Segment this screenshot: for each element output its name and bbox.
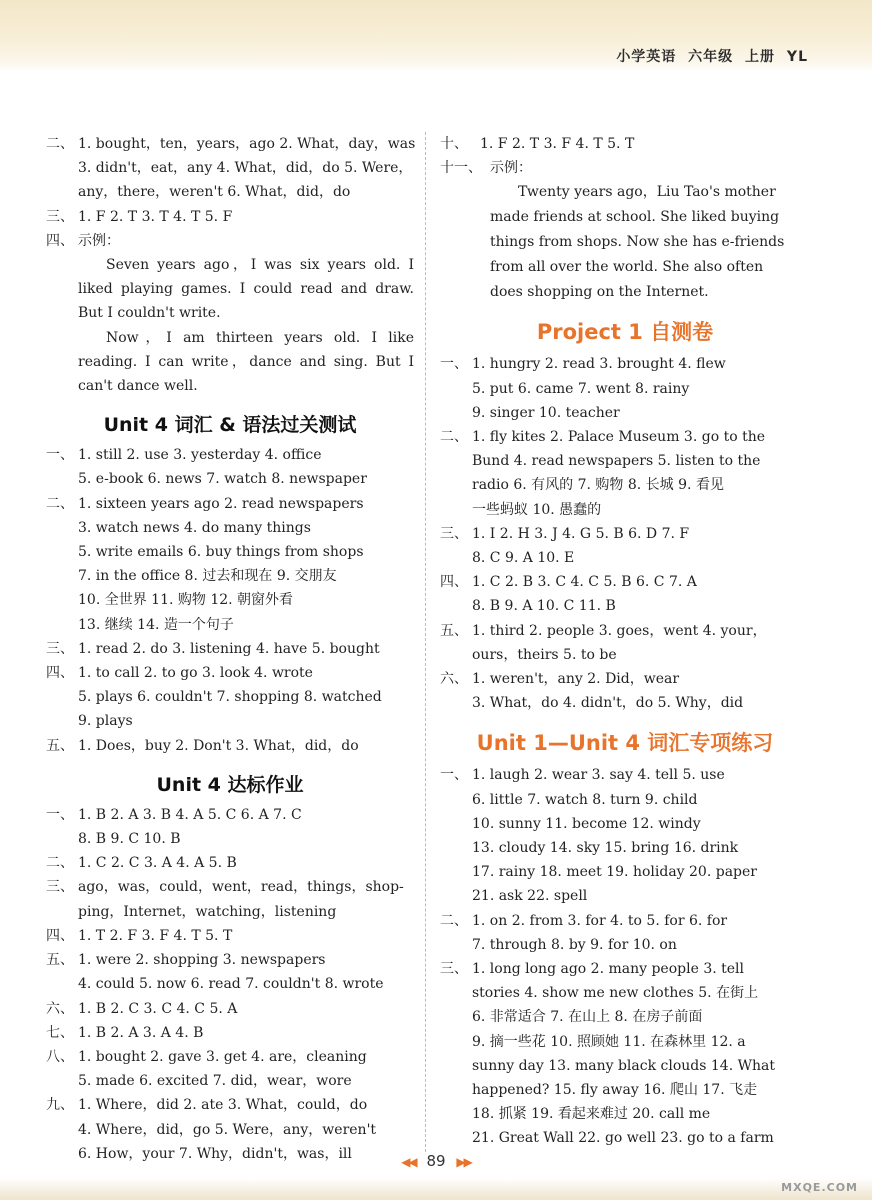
- answer-line: 5. put 6. came 7. went 8. rainy: [472, 380, 690, 397]
- next-arrows-icon: ▶▶: [456, 1155, 471, 1169]
- answer-line: 1. laugh 2. wear 3. say 4. tell 5. use: [472, 767, 725, 784]
- answer-block: [440, 132, 810, 156]
- answer-block: [46, 734, 414, 758]
- question-number: 八、: [46, 1048, 74, 1065]
- answer-line: 1. I 2. H 3. J 4. G 5. B 6. D 7. F: [472, 525, 690, 542]
- question-number: 三、: [440, 961, 468, 978]
- answer-block: [46, 924, 414, 948]
- answer-line: 1. on 2. from 3. for 4. to 5. for 6. for: [472, 912, 728, 929]
- question-number: 三、: [440, 525, 468, 542]
- question-number: 二、: [440, 912, 468, 929]
- question-number: 一、: [46, 806, 74, 823]
- answer-block: [46, 1045, 414, 1093]
- answer-block: [46, 443, 414, 491]
- answer-line: 18. 抓紧 19. 看起来难过 20. call me: [472, 1106, 711, 1123]
- question-number: 四、: [46, 665, 74, 682]
- answer-line: 5. e-book 6. news 7. watch 8. newspaper: [78, 471, 367, 488]
- answer-line: 4. could 5. now 6. read 7. couldn't 8. wrote: [78, 976, 384, 993]
- question-number: 二、: [440, 429, 468, 445]
- section-title: Unit 1—Unit 4 词汇专项练习: [476, 731, 774, 756]
- answer-line: 6. How，your 7. Why，didn't，was，ill: [78, 1145, 352, 1162]
- answer-line: sunny day 13. many black clouds 14. What: [472, 1057, 775, 1074]
- answer-line: 21. Great Wall 22. go well 23. go to a farm: [472, 1130, 774, 1147]
- answer-line: 1. C 2. C 3. A 4. A 5. B: [78, 855, 237, 872]
- answer-line: 示例：: [78, 232, 120, 249]
- answer-line: ping，Internet，watching，listening: [78, 903, 337, 920]
- question-number: 五、: [46, 952, 74, 969]
- answer-line: 1. C 2. B 3. C 4. C 5. B 6. C 7. A: [472, 574, 697, 591]
- answer-line: stories 4. show me new clothes 5. 在街上: [472, 985, 759, 1002]
- answer-block: [440, 570, 810, 618]
- question-number: 三、: [46, 208, 74, 225]
- question-number: 一、: [46, 447, 74, 464]
- answer-block: [440, 156, 810, 180]
- essay: [440, 180, 810, 304]
- answer-group: [46, 803, 414, 1166]
- answer-line: 1. Does，buy 2. Don't 3. What，did，do: [78, 737, 359, 754]
- answer-line: 1. Where，did 2. ate 3. What，could，do: [78, 1097, 368, 1114]
- question-number: 一、: [440, 356, 468, 373]
- answer-line: 8. B 9. A 10. C 11. B: [472, 598, 616, 615]
- essay-line: made friends at school. She liked buying: [490, 209, 780, 226]
- answer-line: 13. 继续 14. 造一个句子: [78, 616, 234, 633]
- answer-block: [46, 948, 414, 996]
- answer-group: [440, 132, 810, 304]
- answer-line: 1. fly kites 2. Palace Museum 3. go to the: [472, 429, 766, 445]
- question-number: 二、: [46, 136, 74, 152]
- question-number: 六、: [46, 1000, 74, 1017]
- answer-line: 21. ask 22. spell: [472, 888, 588, 905]
- question-number: 七、: [46, 1024, 74, 1041]
- answer-block: [440, 522, 810, 570]
- answer-line: 1. read 2. do 3. listening 4. have 5. bought: [78, 640, 380, 657]
- question-number: 四、: [46, 232, 74, 249]
- answer-block: [46, 661, 414, 734]
- answer-block: [440, 619, 810, 667]
- answer-line: 1. weren't，any 2. Did，wear: [472, 671, 680, 688]
- essay-line: things from shops. Now she has e-friends: [490, 234, 785, 250]
- section-title: Unit 4 达标作业: [156, 773, 304, 796]
- answer-block: [46, 851, 414, 875]
- answer-line: 4. Where，did，go 5. Were，any，weren't: [78, 1121, 377, 1138]
- answer-group: [440, 763, 810, 1150]
- question-number: 四、: [440, 574, 468, 591]
- answer-line: 9. singer 10. teacher: [472, 404, 620, 421]
- watermark: MXQE.COM: [781, 1181, 858, 1194]
- answer-line: 9. plays: [78, 713, 133, 730]
- answer-line: 1. were 2. shopping 3. newspapers: [78, 952, 326, 969]
- answer-line: 9. 摘一些花 10. 照顾她 11. 在森林里 12. a: [472, 1033, 746, 1050]
- question-number: 五、: [440, 622, 468, 639]
- answer-block: [46, 205, 414, 229]
- answer-group: [440, 352, 810, 715]
- answer-block: [46, 229, 414, 398]
- essay-line: Twenty years ago，Liu Tao's mother: [518, 184, 776, 201]
- answer-line: 1. to call 2. to go 3. look 4. wrote: [78, 665, 313, 682]
- answer-block: [440, 667, 810, 715]
- question-number: 一、: [440, 767, 468, 784]
- answer-line: 1. T 2. F 3. F 4. T 5. T: [78, 927, 233, 944]
- answer-line: 6. 非常适合 7. 在山上 8. 在房子前面: [472, 1009, 703, 1026]
- answer-line: 1. third 2. people 3. goes，went 4. your，: [472, 622, 767, 639]
- answer-line: 一些蚂蚁 10. 愚蠢的: [472, 501, 602, 518]
- answer-line: 1. long long ago 2. many people 3. tell: [472, 961, 744, 978]
- answer-block: [440, 425, 810, 522]
- answer-block: [46, 1021, 414, 1045]
- answer-block: [46, 997, 414, 1021]
- answer-block: [46, 637, 414, 661]
- answer-line: 1. B 2. A 3. B 4. A 5. C 6. A 7. C: [78, 806, 302, 823]
- answer-line: 1. bought 2. gave 3. get 4. are，cleaning: [78, 1048, 367, 1065]
- question-number: 四、: [46, 927, 74, 944]
- answer-line: 17. rainy 18. meet 19. holiday 20. paper: [472, 864, 757, 881]
- question-number: 十、: [440, 136, 468, 152]
- answer-line: 1. sixteen years ago 2. read newspapers: [78, 495, 364, 512]
- answer-line: 1. B 2. A 3. A 4. B: [78, 1024, 204, 1041]
- answer-line: 1. still 2. use 3. yesterday 4. office: [78, 447, 322, 464]
- answer-line: 1. B 2. C 3. C 4. C 5. A: [78, 1000, 238, 1017]
- column-divider: [425, 132, 427, 1152]
- essay-paragraph: Seven years ago，I was six years old. I liked playing games. I could read and draw. But I couldn't write.: [78, 257, 414, 322]
- page-footer: [0, 1152, 872, 1170]
- answer-line: 示例：: [490, 160, 532, 177]
- section-title: Unit 4 词汇 & 语法过关测试: [103, 414, 357, 437]
- essay-line: does shopping on the Internet.: [490, 283, 709, 300]
- answer-block: [440, 352, 810, 425]
- answer-block: [440, 957, 810, 1151]
- answer-line: 3. didn't，eat，any 4. What，did，do 5. Were，: [78, 160, 413, 177]
- answer-line: 5. plays 6. couldn't 7. shopping 8. watched: [78, 689, 382, 706]
- answer-block: [440, 909, 810, 957]
- right-column: [440, 132, 810, 1151]
- question-number: 三、: [46, 879, 74, 896]
- answer-line: 1. bought，ten，years，ago 2. What，day，was: [78, 136, 416, 152]
- left-column: [46, 132, 414, 1166]
- essay-line: from all over the world. She also often: [490, 258, 764, 275]
- question-number: 五、: [46, 737, 74, 754]
- answer-line: 13. cloudy 14. sky 15. bring 16. drink: [472, 840, 739, 857]
- answer-line: happened? 15. fly away 16. 爬山 17. 飞走: [472, 1082, 758, 1099]
- answer-line: 10. 全世界 11. 购物 12. 朝窗外看: [78, 592, 294, 609]
- answer-line: 1. hungry 2. read 3. brought 4. flew: [472, 356, 726, 373]
- answer-line: 10. sunny 11. become 12. windy: [472, 815, 701, 832]
- answer-line: 1. F 2. T 3. F 4. T 5. T: [480, 136, 635, 152]
- footer-band: [0, 1178, 872, 1200]
- question-number: 二、: [46, 855, 74, 872]
- answer-line: Bund 4. read newspapers 5. listen to the: [472, 453, 761, 470]
- answer-line: 3. watch news 4. do many things: [78, 519, 311, 536]
- question-number: 二、: [46, 495, 74, 512]
- section-title: Project 1 自测卷: [536, 320, 714, 345]
- answer-block: [46, 132, 414, 205]
- book-title: 小学英语 六年级 上册 YL: [616, 49, 808, 65]
- answer-line: 8. C 9. A 10. E: [472, 550, 575, 567]
- question-number: 三、: [46, 640, 74, 657]
- answer-block: [46, 875, 414, 923]
- answer-line: any，there，weren't 6. What，did，do: [78, 184, 351, 201]
- question-number: 十一、: [440, 160, 482, 177]
- essay-paragraph: Now，I am thirteen years old. I like reading. I can write，dance and sing. But I can't dance well.: [78, 329, 414, 395]
- answer-line: 7. in the office 8. 过去和现在 9. 交朋友: [78, 568, 337, 585]
- answer-line: ours，theirs 5. to be: [472, 646, 617, 663]
- answer-block: [46, 803, 414, 851]
- answer-line: 1. F 2. T 3. T 4. T 5. F: [78, 208, 233, 225]
- answer-line: 3. What，do 4. didn't，do 5. Why，did: [472, 695, 744, 712]
- answer-line: 8. B 9. C 10. B: [78, 831, 181, 848]
- answer-line: ago，was，could，went，read，things，shop-: [78, 879, 404, 896]
- answer-line: 5. write emails 6. buy things from shops: [78, 544, 364, 561]
- answer-line: 6. little 7. watch 8. turn 9. child: [472, 791, 698, 808]
- answer-group: [46, 443, 414, 758]
- question-number: 九、: [46, 1097, 74, 1114]
- answer-line: 7. through 8. by 9. for 10. on: [472, 936, 677, 953]
- answer-line: radio 6. 有风的 7. 购物 8. 长城 9. 看见: [472, 477, 724, 494]
- answer-block: [46, 492, 414, 637]
- question-number: 六、: [440, 671, 468, 688]
- answer-block: [440, 763, 810, 908]
- page-number: 89: [426, 1152, 446, 1170]
- prev-arrows-icon: ◀◀: [401, 1155, 416, 1169]
- answer-group: [46, 132, 414, 398]
- answer-line: 5. made 6. excited 7. did，wear，wore: [78, 1073, 352, 1090]
